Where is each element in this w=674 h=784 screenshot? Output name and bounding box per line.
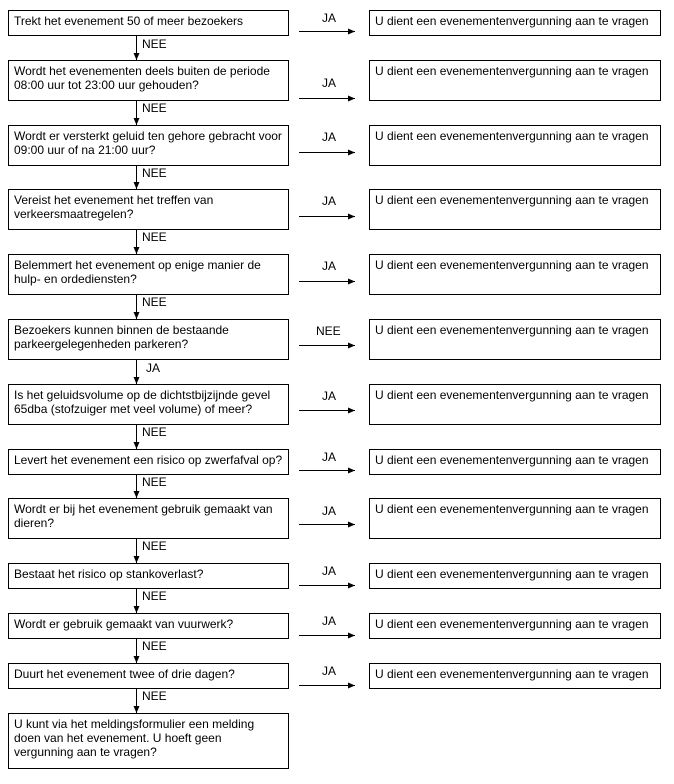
down-label-6: JA xyxy=(146,361,161,375)
question-box-1: Trekt het evenement 50 of meer bezoekers xyxy=(8,10,289,36)
side-label-8: JA xyxy=(322,450,337,464)
down-label-1: NEE xyxy=(142,37,167,51)
side-label-2: JA xyxy=(322,76,337,90)
down-label-7: NEE xyxy=(142,425,167,439)
down-label-12: NEE xyxy=(142,689,167,703)
side-label-10: JA xyxy=(322,564,337,578)
down-label-10: NEE xyxy=(142,589,167,603)
result-box-2: U dient een evenementenvergunning aan te vragen xyxy=(369,60,661,101)
result-box-10: U dient een evenementenvergunning aan te vragen xyxy=(369,563,661,589)
question-box-8: Levert het evenement een risico op zwerfafval op? xyxy=(8,449,289,475)
down-label-3: NEE xyxy=(142,166,167,180)
result-box-9: U dient een evenementenvergunning aan te vragen xyxy=(369,498,661,539)
result-box-3: U dient een evenementenvergunning aan te vragen xyxy=(369,125,661,166)
side-label-9: JA xyxy=(322,504,337,518)
result-box-12: U dient een evenementenvergunning aan te vragen xyxy=(369,663,661,689)
question-box-4: Vereist het evenement het treffen van verkeersmaatregelen? xyxy=(8,189,289,230)
question-box-11: Wordt er gebruik gemaakt van vuurwerk? xyxy=(8,613,289,639)
side-label-11: JA xyxy=(322,614,337,628)
result-box-5: U dient een evenementenvergunning aan te vragen xyxy=(369,254,661,295)
side-label-7: JA xyxy=(322,389,337,403)
question-box-5: Belemmert het evenement op enige manier de hulp- en ordediensten? xyxy=(8,254,289,295)
side-label-3: JA xyxy=(322,130,337,144)
question-box-3: Wordt er versterkt geluid ten gehore gebracht voor 09:00 uur of na 21:00 uur? xyxy=(8,125,289,166)
result-box-4: U dient een evenementenvergunning aan te vragen xyxy=(369,189,661,230)
result-box-1: U dient een evenementenvergunning aan te vragen xyxy=(369,10,661,36)
question-box-10: Bestaat het risico op stankoverlast? xyxy=(8,563,289,589)
down-label-5: NEE xyxy=(142,295,167,309)
side-label-4: JA xyxy=(322,194,337,208)
result-box-6: U dient een evenementenvergunning aan te vragen xyxy=(369,319,661,360)
side-label-6: NEE xyxy=(316,324,341,338)
question-box-2: Wordt het evenementen deels buiten de periode 08:00 uur tot 23:00 uur gehouden? xyxy=(8,60,289,101)
result-box-11: U dient een evenementenvergunning aan te vragen xyxy=(369,613,661,639)
side-label-1: JA xyxy=(322,11,337,25)
question-box-9: Wordt er bij het evenement gebruik gemaakt van dieren? xyxy=(8,498,289,539)
down-label-2: NEE xyxy=(142,101,167,115)
side-label-12: JA xyxy=(322,664,337,678)
down-label-8: NEE xyxy=(142,475,167,489)
final-box: U kunt via het meldingsformulier een melding doen van het evenement. U hoeft geen vergunning aan te vragen? xyxy=(8,713,289,769)
question-box-6: Bezoekers kunnen binnen de bestaande parkeergelegenheden parkeren? xyxy=(8,319,289,360)
side-label-5: JA xyxy=(322,259,337,273)
down-label-11: NEE xyxy=(142,639,167,653)
question-box-7: Is het geluidsvolume op de dichtstbijzijnde gevel 65dba (stofzuiger met veel volume) of meer? xyxy=(8,384,289,425)
result-box-7: U dient een evenementenvergunning aan te vragen xyxy=(369,384,661,425)
down-label-9: NEE xyxy=(142,539,167,553)
down-label-4: NEE xyxy=(142,230,167,244)
question-box-12: Duurt het evenement twee of drie dagen? xyxy=(8,663,289,689)
result-box-8: U dient een evenementenvergunning aan te vragen xyxy=(369,449,661,475)
